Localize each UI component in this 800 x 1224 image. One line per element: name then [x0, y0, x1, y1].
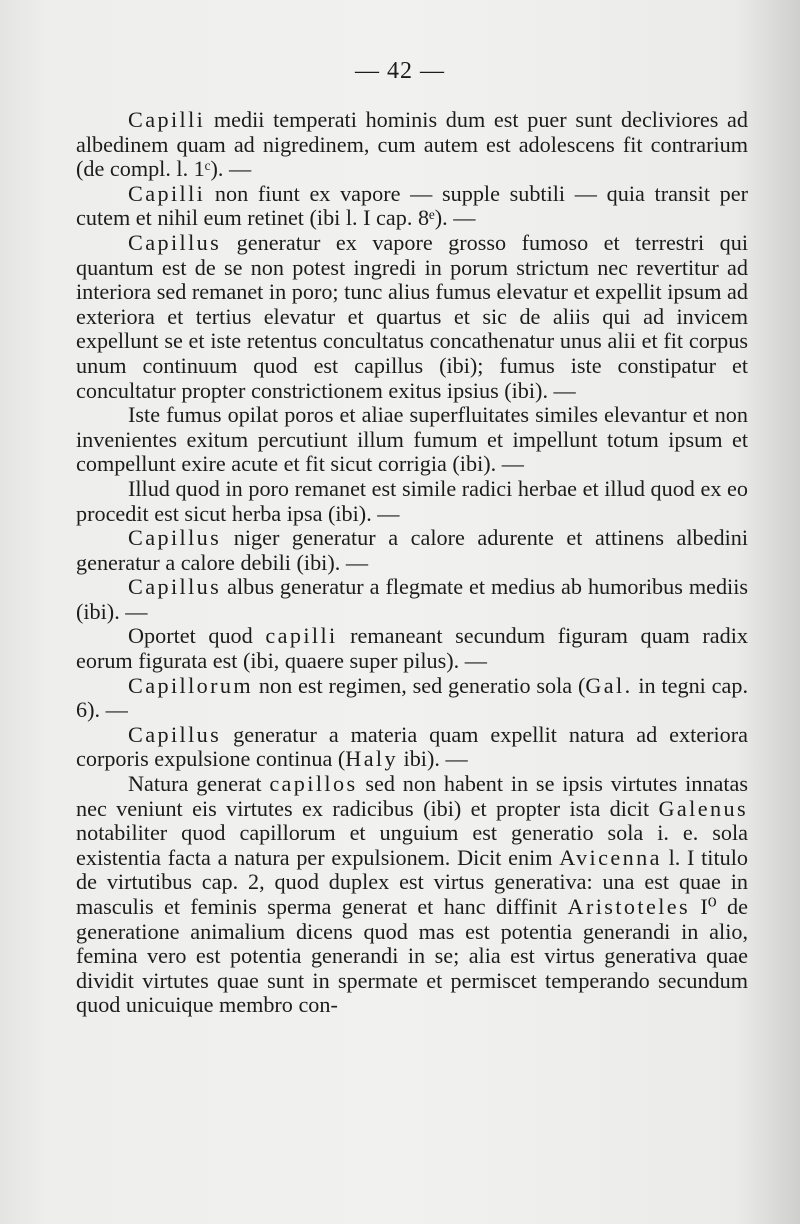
- paragraph-text: sed non habent in se ipsis virtutes innatas nec veniunt eis virtutes ex radicibus (ibi) et propter ista dicit: [76, 771, 748, 821]
- spaced-name: capillos: [269, 771, 358, 797]
- paragraph-text: niger generatur a calore adurente et attinens albedini generatur a calore debili (ibi). —: [76, 525, 748, 575]
- spaced-name: Capillus: [128, 574, 222, 600]
- paragraph-text: generatur a materia quam expellit natura ad exteriora corporis expulsione continua (: [76, 721, 748, 772]
- spaced-name: Galenus: [658, 795, 748, 821]
- spaced-name: Capillus: [128, 721, 222, 747]
- spaced-name: Capillorum: [128, 672, 254, 698]
- spaced-name: Capilli: [128, 180, 206, 206]
- paragraph-text: Illud quod in poro remanet est simile radici herbae et illud quod ex eo procedit est sicut herba ipsa (ibi). —: [76, 475, 748, 526]
- paragraph-text: notabiliter quod capillorum et unguium est generatio sola i. e. sola existentia facta a natura per expulsionem. Dicit enim: [76, 820, 748, 870]
- spaced-name: Capillus: [128, 525, 222, 551]
- spaced-name: Aristoteles: [567, 894, 691, 919]
- paragraph: [76, 182, 748, 231]
- paragraph: [76, 624, 748, 673]
- paragraph-text: in tegni cap. 6). —: [76, 672, 748, 723]
- paragraph-text: Iste fumus opilat poros et aliae superfluitates similes elevantur et non invenientes exitum percutiunt illum fumum et impellunt totum ipsum et compellunt exire acute et fit sicut corrigia (ibi). —: [76, 402, 748, 477]
- spaced-name: Avicenna: [559, 844, 662, 870]
- paragraph-text: medii temperati hominis dum est puer sunt decliviores ad albedinem quam ad nigredinem, cum autem est adolescens fit contrarium (de compl. l. 1ᶜ). —: [76, 107, 748, 182]
- spaced-name: Haly: [345, 746, 398, 772]
- spaced-name: Capilli: [128, 107, 206, 132]
- paragraph: [76, 772, 748, 1018]
- spaced-name: Capillus: [128, 229, 222, 255]
- paragraph-text: Natura generat: [128, 771, 270, 797]
- paragraph: [76, 108, 748, 182]
- paragraph: [76, 575, 748, 624]
- page-number: — 42 —: [355, 58, 445, 84]
- paragraph: [76, 403, 748, 477]
- paragraph: [76, 477, 748, 526]
- paragraph-text: ibi). —: [398, 746, 468, 772]
- body-text: [76, 108, 748, 1018]
- spaced-name: Gal.: [585, 672, 633, 698]
- paragraph: [76, 231, 748, 403]
- spaced-name: capilli: [265, 623, 338, 649]
- paragraph-text: generatur ex vapore grosso fumoso et terrestri qui quantum est de se non potest ingredi in porum strictum nec revertitur ad interiora sed remanet in poro; tunc alius fumus elevatur et expellit ipsum ad exteriora et tertius elevatur et quartus et sic de aliis qui ad invicem expellunt se et iste retentus concultatus concathenatur unus alii et fit corpus unum continuum quod est capillus (ibi); fumus iste constipatur et concultatur propter constrictionem exitus ipsius (ibi). —: [76, 229, 748, 403]
- paragraph-text: I⁰ de generatione animalium dicens quod mas est potentia generandi in alio, femina vero est potentia generandi in se; alia est virtus generativa quae dividit virtutes quae sunt in spermate et permiscet temperando secundum quod unicuique membro con-: [76, 894, 748, 1018]
- paragraph-text: l. I titulo de virtutibus cap. 2, quod duplex est virtus generativa: una est quae in masculis et feminis sperma generat et hanc diffinit: [76, 844, 748, 919]
- paragraph-text: remaneant secundum figuram quam radix eorum figurata est (ibi, quaere super pilus). —: [76, 623, 748, 674]
- paragraph-text: albus generatur a flegmate et medius ab humoribus mediis (ibi). —: [76, 574, 748, 624]
- paragraph-text: Oportet quod: [128, 623, 266, 649]
- paragraph-text: non fiunt ex vapore — supple subtili — quia transit per cutem et nihil eum retinet (ibi l. I cap. 8ᵉ). —: [76, 180, 748, 231]
- paragraph: [76, 674, 748, 723]
- paragraph-text: non est regimen, sed generatio sola (: [253, 672, 586, 698]
- paragraph: [76, 526, 748, 575]
- paragraph: [76, 723, 748, 772]
